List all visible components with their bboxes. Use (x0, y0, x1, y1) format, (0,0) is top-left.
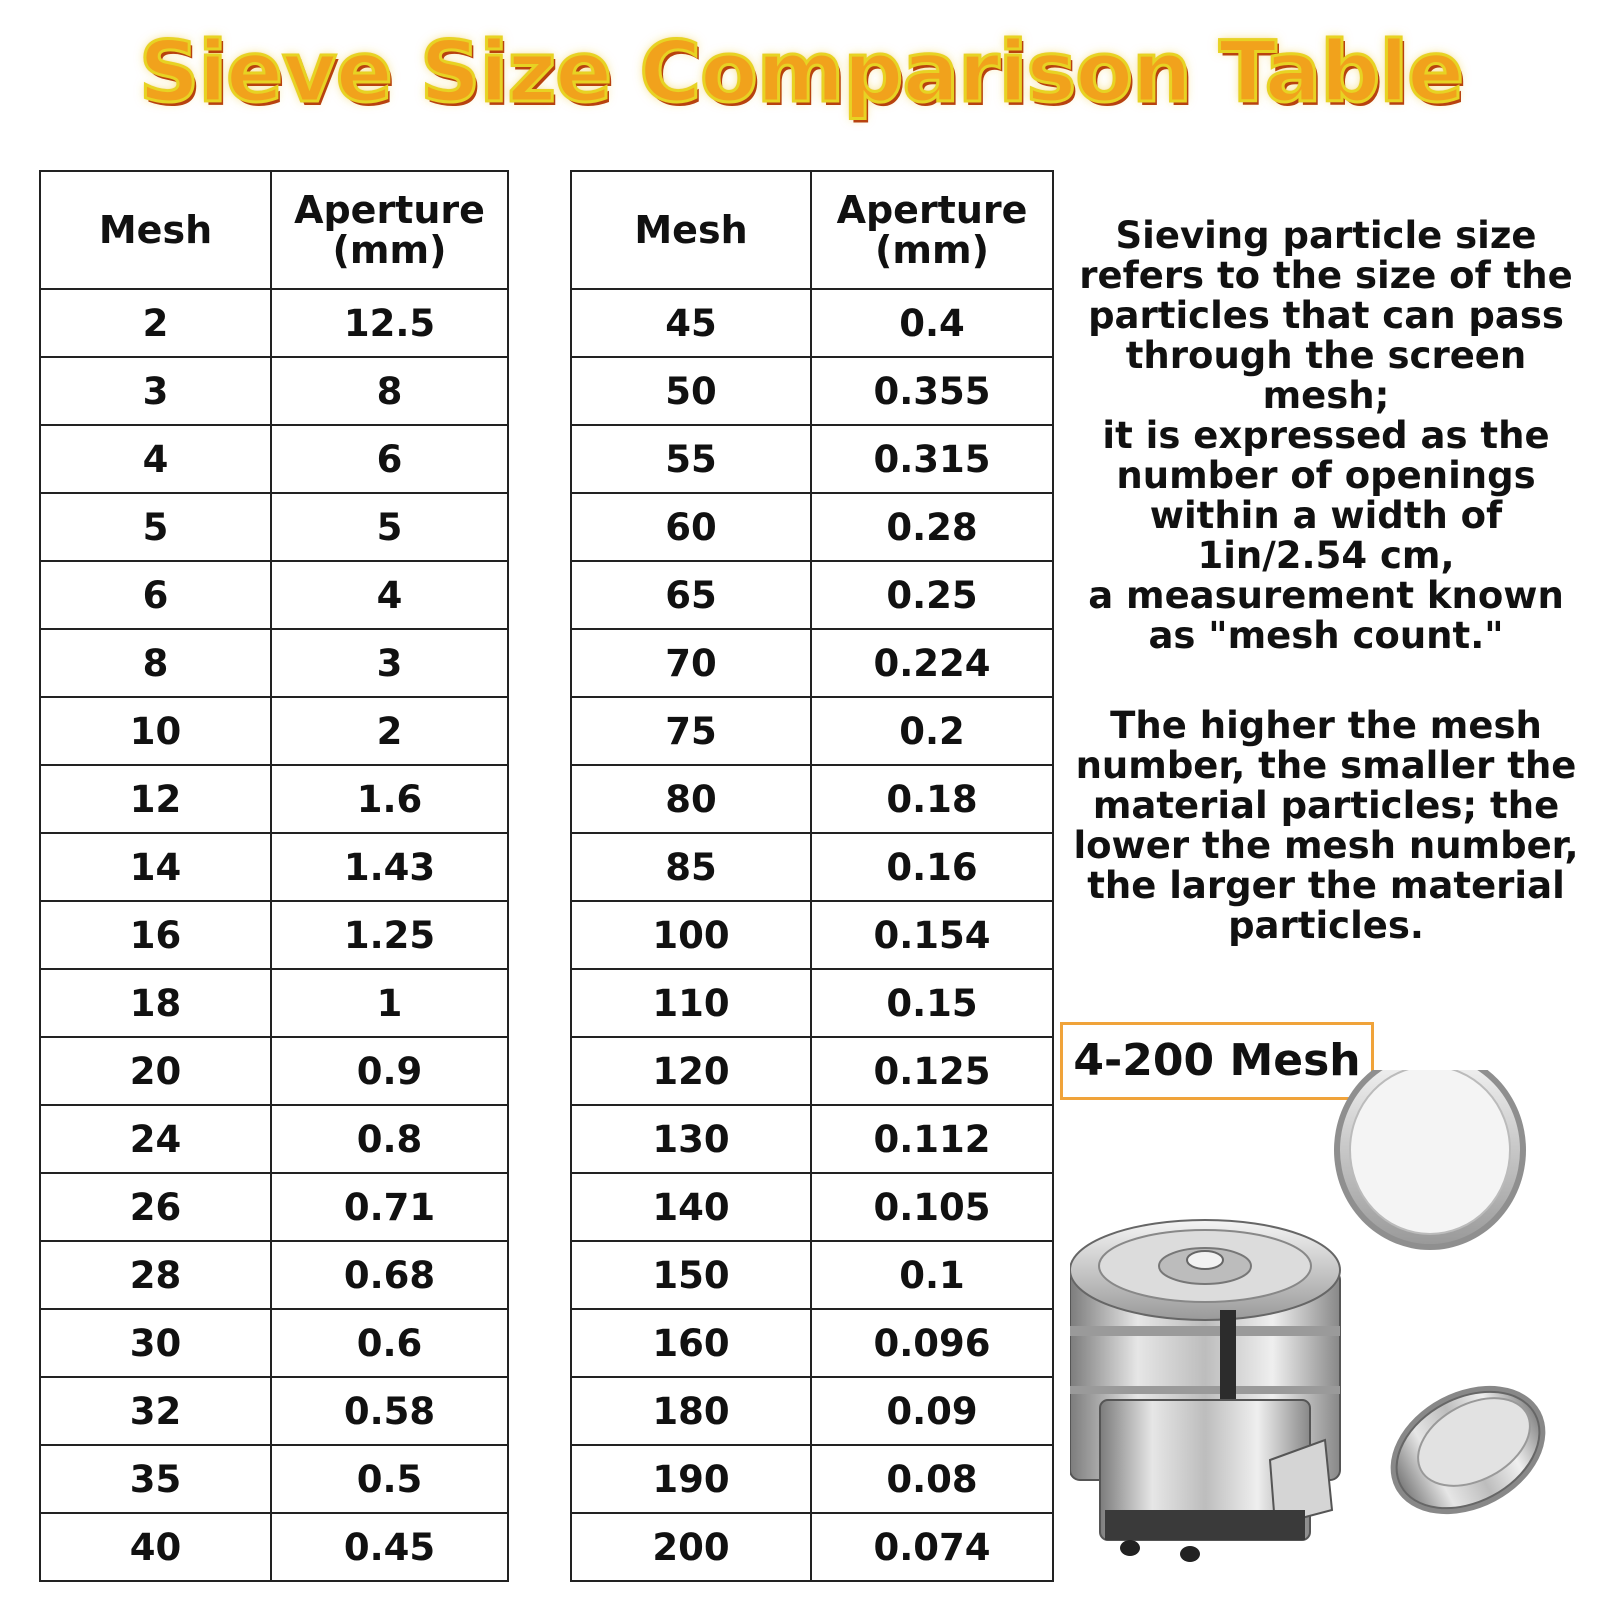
aperture-cell: 0.096 (811, 1309, 1053, 1377)
aperture-cell: 0.224 (811, 629, 1053, 697)
table-row (40, 1377, 508, 1445)
mesh-cell: 120 (571, 1037, 811, 1105)
mesh-definition-text (1058, 216, 1594, 656)
aperture-cell: 0.112 (811, 1105, 1053, 1173)
header-mesh: Mesh (40, 171, 271, 289)
mesh-range-badge: 4-200 Mesh (1060, 1022, 1374, 1100)
table-row (571, 1037, 1053, 1105)
table-row (40, 1037, 508, 1105)
mesh-cell: 110 (571, 969, 811, 1037)
aperture-cell: 0.074 (811, 1513, 1053, 1581)
sieve-lid-icon (1334, 1070, 1526, 1250)
table-header-row (571, 171, 1053, 289)
aperture-cell: 12.5 (271, 289, 508, 357)
text-line: number of openings (1116, 454, 1536, 497)
mesh-cell: 200 (571, 1513, 811, 1581)
aperture-cell: 0.5 (271, 1445, 508, 1513)
aperture-cell: 0.4 (811, 289, 1053, 357)
table-row (40, 629, 508, 697)
sieve-shaker-illustration (1070, 1070, 1560, 1570)
mesh-cell: 70 (571, 629, 811, 697)
table-row (571, 1377, 1053, 1445)
aperture-cell: 0.18 (811, 765, 1053, 833)
aperture-cell: 0.71 (271, 1173, 508, 1241)
text-line: The higher the mesh (1110, 704, 1542, 747)
text-line: Sieving particle size (1115, 214, 1537, 257)
aperture-cell: 0.25 (811, 561, 1053, 629)
mesh-cell: 180 (571, 1377, 811, 1445)
table-row (571, 969, 1053, 1037)
text-line: within a width of (1149, 494, 1503, 537)
text-line: a measurement known (1088, 574, 1564, 617)
table-row (40, 1445, 508, 1513)
mesh-cell: 24 (40, 1105, 271, 1173)
table-row (40, 1513, 508, 1581)
table-row (571, 1173, 1053, 1241)
aperture-cell: 0.9 (271, 1037, 508, 1105)
aperture-cell: 5 (271, 493, 508, 561)
mesh-cell: 60 (571, 493, 811, 561)
text-line: through the screen mesh; (1125, 334, 1527, 417)
mesh-cell: 4 (40, 425, 271, 493)
table-row (40, 1105, 508, 1173)
text-line: particles. (1228, 904, 1424, 947)
aperture-cell: 0.09 (811, 1377, 1053, 1445)
aperture-cell: 1 (271, 969, 508, 1037)
mesh-cell: 50 (571, 357, 811, 425)
header-aperture: Aperture (mm) (271, 171, 508, 289)
mesh-relationship-text (1058, 706, 1594, 946)
mesh-cell: 20 (40, 1037, 271, 1105)
mesh-cell: 150 (571, 1241, 811, 1309)
table-row (40, 561, 508, 629)
aperture-cell: 0.355 (811, 357, 1053, 425)
mesh-cell: 75 (571, 697, 811, 765)
table-row (40, 493, 508, 561)
aperture-cell: 6 (271, 425, 508, 493)
aperture-cell: 4 (271, 561, 508, 629)
table-row (571, 697, 1053, 765)
table-row (571, 1241, 1053, 1309)
text-line: number, the smaller the (1075, 744, 1577, 787)
table-body (40, 289, 508, 1581)
table-row (40, 357, 508, 425)
header-mesh: Mesh (571, 171, 811, 289)
aperture-cell: 0.154 (811, 901, 1053, 969)
page-title: Sieve Size Comparison Table (138, 23, 1464, 121)
table-row (571, 1309, 1053, 1377)
text-line: it is expressed as the (1102, 414, 1550, 457)
aperture-cell: 0.2 (811, 697, 1053, 765)
text-line: refers to the size of the (1079, 254, 1573, 297)
mesh-cell: 130 (571, 1105, 811, 1173)
aperture-cell: 8 (271, 357, 508, 425)
aperture-cell: 0.68 (271, 1241, 508, 1309)
sieve-table-left (39, 170, 509, 1582)
aperture-cell: 0.45 (271, 1513, 508, 1581)
mesh-cell: 45 (571, 289, 811, 357)
aperture-cell: 1.43 (271, 833, 508, 901)
aperture-cell: 1.25 (271, 901, 508, 969)
mesh-cell: 12 (40, 765, 271, 833)
mesh-cell: 65 (571, 561, 811, 629)
mesh-cell: 14 (40, 833, 271, 901)
mesh-cell: 100 (571, 901, 811, 969)
sieve-table-right (570, 170, 1054, 1582)
aperture-cell: 0.8 (271, 1105, 508, 1173)
mesh-cell: 5 (40, 493, 271, 561)
table-row (40, 1309, 508, 1377)
table-row (571, 357, 1053, 425)
mesh-cell: 160 (571, 1309, 811, 1377)
mesh-cell: 85 (571, 833, 811, 901)
text-line: material particles; the (1092, 784, 1560, 827)
table-row (40, 901, 508, 969)
mesh-cell: 30 (40, 1309, 271, 1377)
table-row (571, 1513, 1053, 1581)
mesh-cell: 55 (571, 425, 811, 493)
mesh-cell: 8 (40, 629, 271, 697)
aperture-cell: 1.6 (271, 765, 508, 833)
mesh-cell: 16 (40, 901, 271, 969)
mesh-cell: 80 (571, 765, 811, 833)
table-row (571, 1445, 1053, 1513)
table-row (40, 697, 508, 765)
table-row (571, 901, 1053, 969)
text-line: lower the mesh number, (1073, 824, 1579, 867)
aperture-cell: 0.315 (811, 425, 1053, 493)
aperture-cell: 3 (271, 629, 508, 697)
aperture-cell: 0.105 (811, 1173, 1053, 1241)
table-row (571, 425, 1053, 493)
table-row (571, 289, 1053, 357)
table-row (571, 561, 1053, 629)
mesh-cell: 28 (40, 1241, 271, 1309)
shaker-machine-icon (1070, 1220, 1340, 1562)
table-header-row (40, 171, 508, 289)
sieve-pan-icon (1368, 1360, 1560, 1539)
table-row (40, 289, 508, 357)
header-aperture: Aperture (mm) (811, 171, 1053, 289)
table-row (40, 969, 508, 1037)
aperture-cell: 0.15 (811, 969, 1053, 1037)
mesh-cell: 18 (40, 969, 271, 1037)
aperture-cell: 2 (271, 697, 508, 765)
mesh-cell: 2 (40, 289, 271, 357)
mesh-cell: 35 (40, 1445, 271, 1513)
table-row (571, 833, 1053, 901)
mesh-cell: 32 (40, 1377, 271, 1445)
mesh-cell: 26 (40, 1173, 271, 1241)
table-row (571, 1105, 1053, 1173)
text-line: particles that can pass (1088, 294, 1564, 337)
aperture-cell: 0.125 (811, 1037, 1053, 1105)
aperture-cell: 0.08 (811, 1445, 1053, 1513)
mesh-cell: 3 (40, 357, 271, 425)
table-row (40, 1173, 508, 1241)
text-line: the larger the material (1087, 864, 1565, 907)
text-line: 1in/2.54 cm, (1197, 534, 1455, 577)
table-row (40, 765, 508, 833)
table-body (571, 289, 1053, 1581)
mesh-cell: 10 (40, 697, 271, 765)
mesh-cell: 190 (571, 1445, 811, 1513)
table-row (40, 1241, 508, 1309)
table-row (571, 629, 1053, 697)
text-line: as "mesh count." (1148, 614, 1504, 657)
table-row (40, 425, 508, 493)
aperture-cell: 0.6 (271, 1309, 508, 1377)
mesh-cell: 6 (40, 561, 271, 629)
mesh-cell: 140 (571, 1173, 811, 1241)
aperture-cell: 0.1 (811, 1241, 1053, 1309)
aperture-cell: 0.16 (811, 833, 1053, 901)
mesh-cell: 40 (40, 1513, 271, 1581)
aperture-cell: 0.28 (811, 493, 1053, 561)
table-row (571, 765, 1053, 833)
table-row (40, 833, 508, 901)
aperture-cell: 0.58 (271, 1377, 508, 1445)
table-row (571, 493, 1053, 561)
